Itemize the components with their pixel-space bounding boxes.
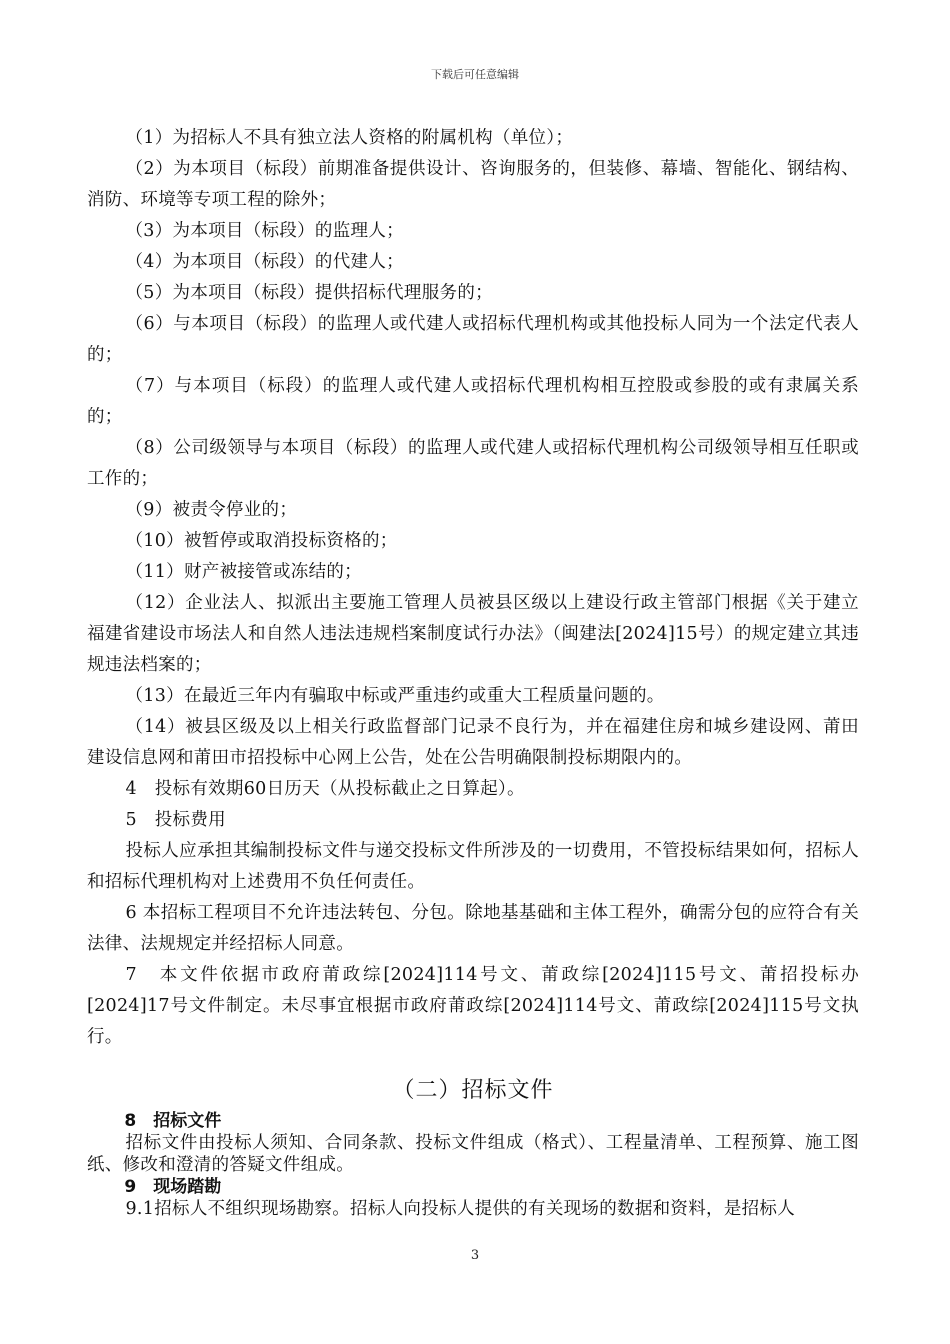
item-7-basis: 7 本文件依据市政府莆政综[2024]114号文、莆政综[2024]115号文、莆招投标办[2024]17号文件制定。未尽事宜根据市政府莆政综[2024]114号文、莆政综[2024]115号文执行。	[87, 965, 859, 1047]
clause-3: （3）为本项目（标段）的监理人；	[125, 221, 404, 241]
section-title: （二）招标文件	[392, 1078, 554, 1103]
text-9-1: 9.1招标人不组织现场勘察。招标人向投标人提供的有关现场的数据和资料，是招标人	[125, 1199, 796, 1219]
clause-2: （2）为本项目（标段）前期准备提供设计、咨询服务的，但装修、幕墙、智能化、钢结构、消防、环境等专项工程的除外；	[87, 159, 859, 210]
item-6-subcontract: 6 本招标工程项目不允许违法转包、分包。除地基基础和主体工程外，确需分包的应符合有关法律、法规规定并经招标人同意。	[87, 903, 859, 954]
clause-5: （5）为本项目（标段）提供招标代理服务的；	[125, 283, 493, 303]
heading-8: 8 招标文件	[124, 1111, 222, 1131]
clause-4: （4）为本项目（标段）的代建人；	[125, 252, 404, 272]
clause-13: （13）在最近三年内有骗取中标或严重违约或重大工程质量问题的。	[125, 686, 665, 706]
clause-1: （1）为招标人不具有独立法人资格的附属机构（单位）；	[125, 128, 574, 148]
item-5-fees-text: 投标人应承担其编制投标文件与递交投标文件所涉及的一切费用，不管投标结果如何，招标人和招标代理机构对上述费用不负任何责任。	[87, 841, 859, 892]
header-note: 下载后可任意编辑	[431, 68, 519, 81]
item-5-fees: 5 投标费用	[125, 810, 226, 830]
item-4-validity: 4 投标有效期60日历天（从投标截止之日算起）。	[125, 779, 525, 799]
clause-9: （9）被责令停业的；	[125, 500, 298, 520]
clause-6: （6）与本项目（标段）的监理人或代建人或招标代理机构或其他投标人同为一个法定代表人的；	[87, 314, 859, 365]
clause-14: （14）被县区级及以上相关行政监督部门记录不良行为，并在福建住房和城乡建设网、莆田建设信息网和莆田市招投标中心网上公告，处在公告明确限制投标期限内的。	[87, 717, 859, 768]
document-body	[87, 123, 859, 1220]
clause-11: （11）财产被接管或冻结的；	[125, 562, 362, 582]
page-number: 3	[470, 1248, 480, 1263]
clause-8: （8）公司级领导与本项目（标段）的监理人或代建人或招标代理机构公司级领导相互任职或工作的；	[87, 438, 859, 489]
clause-12: （12）企业法人、拟派出主要施工管理人员被县区级以上建设行政主管部门根据《关于建立福建省建设市场法人和自然人违法违规档案制度试行办法》（闽建法[2024]15号）的规定建立其违规违法档案的；	[87, 593, 859, 675]
text-8: 招标文件由投标人须知、合同条款、投标文件组成（格式）、工程量清单、工程预算、施工图纸、修改和澄清的答疑文件组成。	[87, 1133, 859, 1175]
heading-9: 9 现场踏勘	[124, 1177, 222, 1197]
clause-7: （7）与本项目（标段）的监理人或代建人或招标代理机构相互控股或参股的或有隶属关系的；	[87, 376, 859, 427]
clause-10: （10）被暂停或取消投标资格的；	[125, 531, 398, 551]
